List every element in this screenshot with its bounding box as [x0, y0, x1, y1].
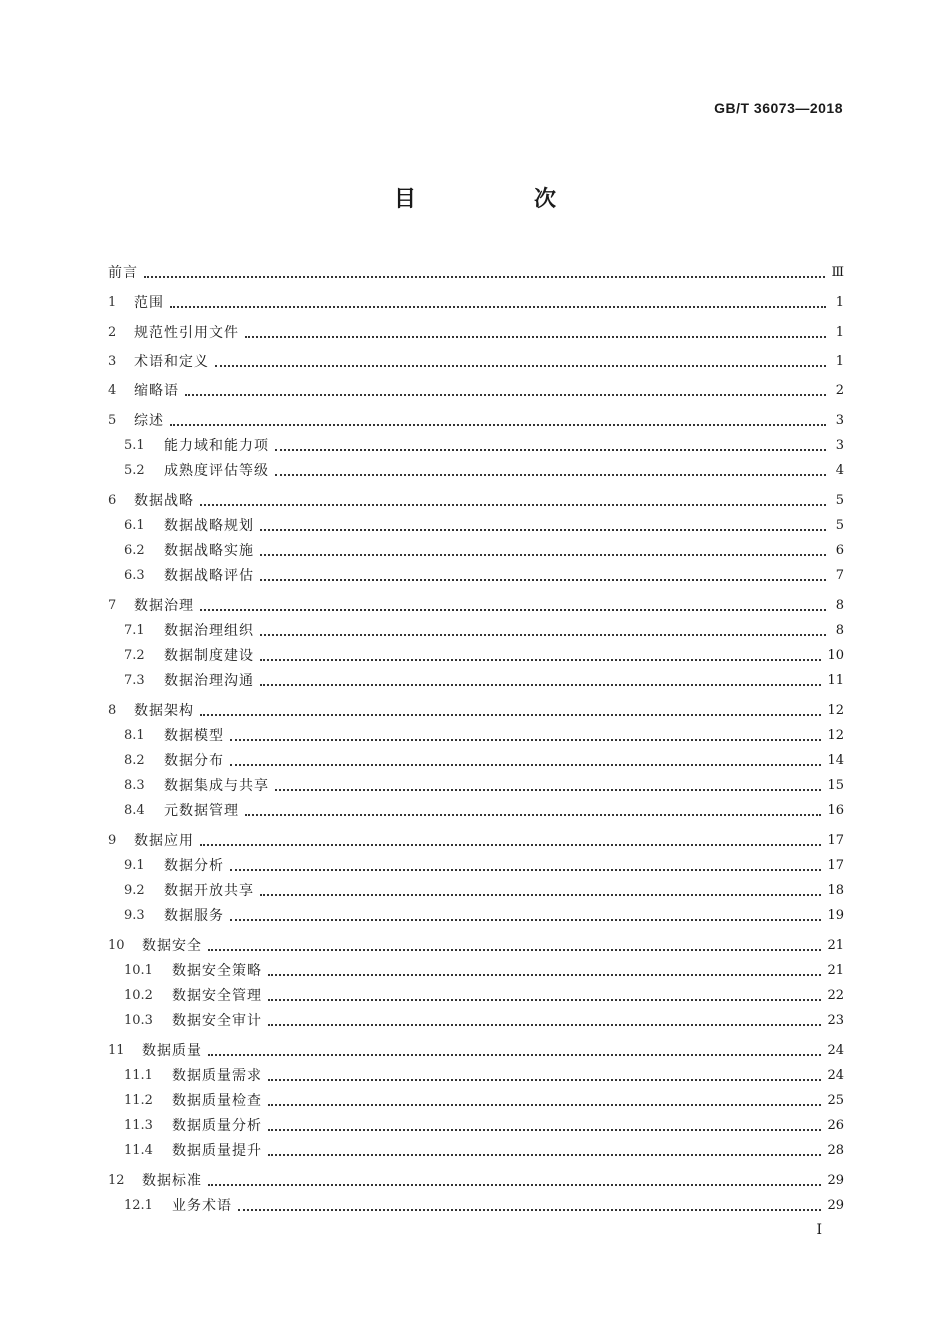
- toc-entry-label: 数据架构: [134, 703, 194, 719]
- dot-leader: [268, 1104, 821, 1106]
- toc-entry-label: 数据分布: [164, 753, 224, 769]
- toc-entry-number: 8.3: [124, 778, 145, 793]
- toc-entry-number: 10.1: [124, 963, 153, 978]
- toc-entry[interactable]: [108, 293, 844, 313]
- toc-entry-label: 数据安全审计: [172, 1013, 262, 1029]
- toc-entry[interactable]: [124, 801, 844, 821]
- dot-leader: [208, 949, 821, 951]
- toc-entry-page: 3: [835, 413, 844, 428]
- toc-entry-number: 5: [108, 413, 117, 428]
- dot-leader: [275, 474, 826, 476]
- toc-entry-page: 10: [827, 648, 844, 663]
- dot-leader: [245, 336, 826, 338]
- toc-entry-number: 7: [108, 598, 117, 613]
- toc-entry-number: 8.1: [124, 728, 145, 743]
- toc-entry-page: 5: [835, 493, 844, 508]
- toc-entry-number: 11.3: [124, 1118, 153, 1133]
- toc-entry[interactable]: [124, 776, 844, 796]
- toc-entry-label: 数据标准: [142, 1173, 202, 1189]
- toc-entry[interactable]: [124, 881, 844, 901]
- toc-entry-page: 1: [835, 325, 844, 340]
- toc-entry-label: 成熟度评估等级: [164, 463, 269, 479]
- toc-entry-page: 26: [827, 1118, 844, 1133]
- dot-leader: [275, 789, 821, 791]
- toc-entry-label: 业务术语: [172, 1198, 232, 1214]
- dot-leader: [230, 764, 821, 766]
- toc-entry-page: 8: [835, 598, 844, 613]
- dot-leader: [170, 424, 826, 426]
- toc-entry-page: 12: [827, 703, 844, 718]
- page-number: I: [816, 1222, 822, 1238]
- dot-leader: [268, 1129, 821, 1131]
- toc-entry[interactable]: [108, 381, 844, 401]
- toc-entry-label: 数据安全: [142, 938, 202, 954]
- toc-entry-page: 24: [827, 1043, 844, 1058]
- toc-entry[interactable]: [108, 831, 844, 851]
- toc-entry-label: 数据安全策略: [172, 963, 262, 979]
- toc-entry[interactable]: [108, 1171, 844, 1191]
- dot-leader: [260, 894, 821, 896]
- toc-entry[interactable]: [124, 961, 844, 981]
- toc-entry-number: 12.1: [124, 1198, 153, 1213]
- toc-entry-page: 7: [835, 568, 844, 583]
- toc-entry-label: 数据质量检查: [172, 1093, 262, 1109]
- dot-leader: [260, 634, 826, 636]
- dot-leader: [260, 554, 826, 556]
- toc-entry-label: 数据制度建设: [164, 648, 254, 664]
- toc-entry-page: 23: [827, 1013, 844, 1028]
- toc-entry-number: 1: [108, 295, 117, 310]
- dot-leader: [208, 1054, 821, 1056]
- toc-entry[interactable]: [124, 671, 844, 691]
- toc-entry-page: 21: [827, 938, 844, 953]
- toc-entry-number: 5.1: [124, 438, 145, 453]
- toc-entry-label: 数据质量需求: [172, 1068, 262, 1084]
- toc-entry-page: 3: [835, 438, 844, 453]
- toc-entry[interactable]: [124, 566, 844, 586]
- dot-leader: [144, 276, 825, 278]
- toc-entry-page: 17: [827, 833, 844, 848]
- toc-entry-number: 9: [108, 833, 117, 848]
- dot-leader: [268, 999, 821, 1001]
- toc-entry-label: 前言: [108, 265, 138, 281]
- toc-entry-number: 9.2: [124, 883, 145, 898]
- toc-entry[interactable]: [124, 986, 844, 1006]
- toc-entry-page: 24: [827, 1068, 844, 1083]
- toc-entry[interactable]: [124, 1011, 844, 1031]
- toc-entry-page: 11: [827, 673, 844, 688]
- toc-entry-number: 6: [108, 493, 117, 508]
- toc-entry[interactable]: [108, 263, 844, 283]
- toc-entry-number: 7.1: [124, 623, 145, 638]
- toc-entry-number: 8: [108, 703, 117, 718]
- toc-entry[interactable]: [124, 1141, 844, 1161]
- dot-leader: [200, 504, 826, 506]
- toc-entry-number: 6.3: [124, 568, 145, 583]
- toc-entry-number: 3: [108, 354, 117, 369]
- dot-leader: [245, 814, 821, 816]
- toc-entry[interactable]: [124, 1066, 844, 1086]
- toc-entry-label: 数据战略评估: [164, 568, 254, 584]
- toc-entry-label: 数据开放共享: [164, 883, 254, 899]
- toc-entry[interactable]: [108, 936, 844, 956]
- toc-entry-page: 6: [835, 543, 844, 558]
- toc-entry[interactable]: [124, 621, 844, 641]
- toc-entry-label: 数据模型: [164, 728, 224, 744]
- dot-leader: [268, 974, 821, 976]
- toc-entry-page: 22: [827, 988, 844, 1003]
- toc-entry-number: 12: [108, 1173, 125, 1188]
- toc-entry-number: 9.3: [124, 908, 145, 923]
- dot-leader: [200, 609, 826, 611]
- toc-entry-page: 1: [835, 295, 844, 310]
- toc-entry-page: 14: [827, 753, 844, 768]
- toc-entry-page: 28: [827, 1143, 844, 1158]
- toc-entry-label: 数据应用: [134, 833, 194, 849]
- dot-leader: [208, 1184, 821, 1186]
- toc-entry[interactable]: [108, 411, 844, 431]
- dot-leader: [268, 1079, 821, 1081]
- toc-entry[interactable]: [124, 646, 844, 666]
- toc-entry-label: 规范性引用文件: [134, 325, 239, 341]
- toc-entry-number: 2: [108, 325, 117, 340]
- toc-entry-number: 7.3: [124, 673, 145, 688]
- toc-entry[interactable]: [124, 516, 844, 536]
- toc-entry-page: 4: [835, 463, 844, 478]
- toc-entry-number: 10: [108, 938, 125, 953]
- toc-entry[interactable]: [124, 1116, 844, 1136]
- dot-leader: [230, 919, 821, 921]
- toc-entry-page: 2: [835, 383, 844, 398]
- toc-entry-number: 8.4: [124, 803, 145, 818]
- toc-entry-label: 数据战略规划: [164, 518, 254, 534]
- toc-entry-number: 11: [108, 1043, 125, 1058]
- dot-leader: [230, 869, 821, 871]
- toc-entry-page: 8: [835, 623, 844, 638]
- toc-entry-label: 缩略语: [134, 383, 179, 399]
- dot-leader: [275, 449, 826, 451]
- toc-entry-page: 19: [827, 908, 844, 923]
- dot-leader: [170, 306, 826, 308]
- toc-entry[interactable]: [124, 1196, 844, 1216]
- toc-entry-label: 数据分析: [164, 858, 224, 874]
- toc-entry[interactable]: [124, 751, 844, 771]
- dot-leader: [230, 739, 821, 741]
- toc-entry-page: 18: [827, 883, 844, 898]
- dot-leader: [200, 844, 821, 846]
- dot-leader: [200, 714, 821, 716]
- toc-entry-label: 数据治理组织: [164, 623, 254, 639]
- toc-entry-label: 数据安全管理: [172, 988, 262, 1004]
- toc-entry[interactable]: [124, 461, 844, 481]
- toc-entry-label: 数据集成与共享: [164, 778, 269, 794]
- toc-entry-page: 29: [827, 1198, 844, 1213]
- toc-entry-label: 能力域和能力项: [164, 438, 269, 454]
- toc-entry-label: 数据服务: [164, 908, 224, 924]
- toc-entry[interactable]: [108, 1041, 844, 1061]
- toc-entry-page: 25: [827, 1093, 844, 1108]
- standard-code: GB/T 36073—2018: [714, 100, 843, 116]
- toc-entry-number: 9.1: [124, 858, 145, 873]
- toc-entry-number: 11.1: [124, 1068, 153, 1083]
- toc-entry-page: 5: [835, 518, 844, 533]
- dot-leader: [260, 579, 826, 581]
- toc-entry[interactable]: [108, 701, 844, 721]
- toc-entry-label: 数据治理沟通: [164, 673, 254, 689]
- dot-leader: [260, 659, 821, 661]
- dot-leader: [185, 394, 826, 396]
- toc-entry-page: 1: [835, 354, 844, 369]
- toc-entry[interactable]: [124, 726, 844, 746]
- toc-entry-page: 29: [827, 1173, 844, 1188]
- toc-entry[interactable]: [124, 856, 844, 876]
- toc-entry-label: 数据质量提升: [172, 1143, 262, 1159]
- dot-leader: [268, 1154, 821, 1156]
- toc-entry-number: 11.2: [124, 1093, 153, 1108]
- toc-entry-label: 元数据管理: [164, 803, 239, 819]
- toc-entry-number: 10.3: [124, 1013, 153, 1028]
- dot-leader: [260, 684, 821, 686]
- toc-entry-label: 范围: [134, 295, 164, 311]
- toc-entry-number: 10.2: [124, 988, 153, 1003]
- toc-entry-number: 6.1: [124, 518, 145, 533]
- toc-entry-number: 7.2: [124, 648, 145, 663]
- toc-entry[interactable]: [124, 1091, 844, 1111]
- toc-entry-page: 21: [827, 963, 844, 978]
- toc-entry[interactable]: [108, 596, 844, 616]
- toc-entry-number: 5.2: [124, 463, 145, 478]
- toc-entry[interactable]: [108, 491, 844, 511]
- toc-entry-page: Ⅲ: [831, 265, 844, 280]
- toc-entry-number: 8.2: [124, 753, 145, 768]
- toc-entry-label: 数据质量分析: [172, 1118, 262, 1134]
- toc-entry-label: 数据质量: [142, 1043, 202, 1059]
- toc-entry[interactable]: [108, 352, 844, 372]
- toc-entry[interactable]: [124, 906, 844, 926]
- dot-leader: [260, 529, 826, 531]
- toc-entry-number: 11.4: [124, 1143, 153, 1158]
- dot-leader: [268, 1024, 821, 1026]
- toc-entry[interactable]: [124, 541, 844, 561]
- toc-entry[interactable]: [108, 323, 844, 343]
- dot-leader: [215, 365, 826, 367]
- toc-entry-label: 术语和定义: [134, 354, 209, 370]
- page-title: 目 次: [393, 187, 604, 212]
- toc-entry-label: 综述: [134, 413, 164, 429]
- toc-entry-page: 17: [827, 858, 844, 873]
- toc-entry-page: 15: [827, 778, 844, 793]
- toc-entry-number: 4: [108, 383, 117, 398]
- toc-entry-label: 数据战略: [134, 493, 194, 509]
- toc-entry-page: 12: [827, 728, 844, 743]
- toc-entry-label: 数据治理: [134, 598, 194, 614]
- toc-entry-label: 数据战略实施: [164, 543, 254, 559]
- dot-leader: [238, 1209, 821, 1211]
- toc-entry-number: 6.2: [124, 543, 145, 558]
- toc-entry-page: 16: [827, 803, 844, 818]
- toc-entry[interactable]: [124, 436, 844, 456]
